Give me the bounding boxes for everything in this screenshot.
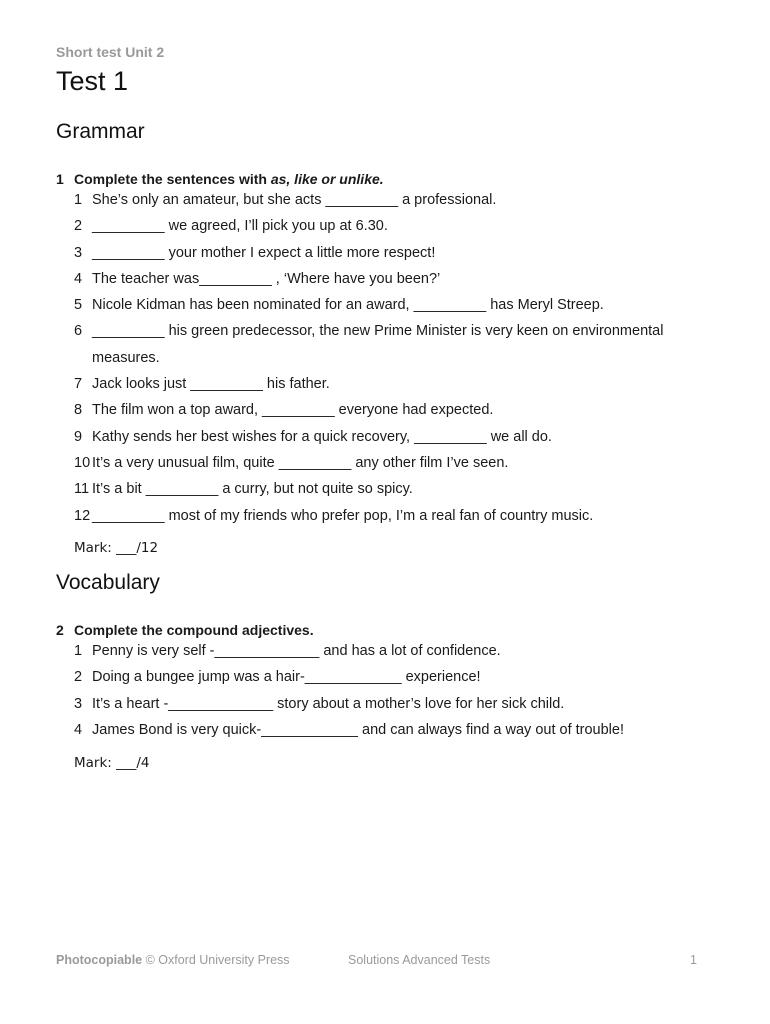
list-item [74, 266, 734, 292]
item-text: Penny is very self -_____________ and has a lot of confidence. [92, 643, 501, 659]
list-item [74, 691, 734, 717]
page-number: 1 [690, 953, 697, 967]
instruction-text: Complete the sentences with [74, 171, 271, 187]
list-item [74, 292, 734, 318]
list-item [74, 424, 734, 450]
grammar-exercise-instruction [56, 171, 384, 187]
item-number: 12 [74, 507, 91, 524]
page-title: Test 1 [56, 66, 129, 96]
item-text: Nicole Kidman has been nominated for an award, _________ has Meryl Streep. [92, 297, 604, 314]
item-text: _________ we agreed, I’ll pick you up at 6.30. [92, 218, 388, 235]
item-text: Jack looks just _________ his father. [92, 376, 330, 393]
instruction-text: Complete the compound adjectives. [74, 622, 314, 638]
item-text: Kathy sends her best wishes for a quick recovery, _________ we all do. [92, 428, 552, 445]
instruction-italic: as, like or unlike. [270, 171, 384, 187]
vocabulary-heading: Vocabulary [56, 571, 160, 594]
item-text: James Bond is very quick-____________ and can always find a way out of trouble! [92, 721, 624, 738]
item-text: _________ his green predecessor, the new Prime Minister is very keen on environmental measures. [92, 323, 664, 366]
list-item [74, 397, 734, 423]
list-item [74, 213, 734, 239]
item-number: 4 [74, 721, 83, 738]
list-item [74, 664, 734, 690]
list-item [74, 318, 734, 371]
item-text: The film won a top award, _________ everyone had expected. [92, 402, 494, 419]
item-text: _________ most of my friends who prefer pop, I’m a real fan of country music. [92, 507, 594, 524]
item-text: Doing a bungee jump was a hair-____________ experience! [92, 669, 481, 686]
item-text: The teacher was_________ , ‘Where have you been?’ [92, 270, 441, 287]
list-item [74, 503, 734, 529]
item-text: _________ your mother I expect a little more respect! [92, 244, 436, 261]
grammar-heading: Grammar [56, 120, 145, 143]
footer-series: Solutions Advanced Tests [348, 953, 491, 967]
item-number: 2 [74, 669, 83, 686]
item-number: 4 [74, 270, 83, 287]
item-number: 1 [74, 192, 83, 208]
item-text: It’s a heart -_____________ story about a mother’s love for her sick child. [92, 695, 565, 712]
vocabulary-exercise-instruction [56, 622, 314, 638]
vocabulary-items-list [74, 638, 734, 743]
item-number: 2 [74, 218, 83, 235]
publisher-text: © Oxford University Press [142, 953, 290, 967]
item-number: 3 [74, 244, 83, 261]
exercise-number: 1 [56, 171, 64, 187]
exercise-number: 2 [56, 622, 64, 638]
grammar-items-list [74, 187, 734, 529]
footer-copyright [56, 953, 290, 967]
list-item [74, 240, 734, 266]
vocabulary-mark: Mark: ___/4 [74, 755, 150, 771]
list-item [74, 371, 734, 397]
list-item [74, 638, 734, 664]
item-number: 1 [74, 643, 83, 659]
item-number: 5 [74, 297, 83, 314]
list-item [74, 717, 734, 743]
item-text: It’s a very unusual film, quite _________ any other film I’ve seen. [92, 454, 509, 471]
grammar-mark: Mark: ___/12 [74, 540, 159, 556]
item-number: 3 [74, 695, 83, 712]
photocopiable-label: Photocopiable [56, 953, 143, 967]
item-text: She’s only an amateur, but she acts _________ a professional. [92, 192, 497, 208]
item-number: 8 [74, 402, 83, 419]
item-number: 9 [74, 428, 83, 445]
item-number: 7 [74, 376, 83, 393]
item-number: 10 [74, 454, 91, 471]
list-item [74, 187, 734, 213]
item-number: 6 [74, 323, 83, 340]
list-item [74, 450, 734, 476]
item-text: It’s a bit _________ a curry, but not quite so spicy. [92, 481, 413, 498]
list-item [74, 476, 734, 502]
item-number: 11 [74, 481, 90, 498]
test-subtitle: Short test Unit 2 [56, 44, 165, 60]
